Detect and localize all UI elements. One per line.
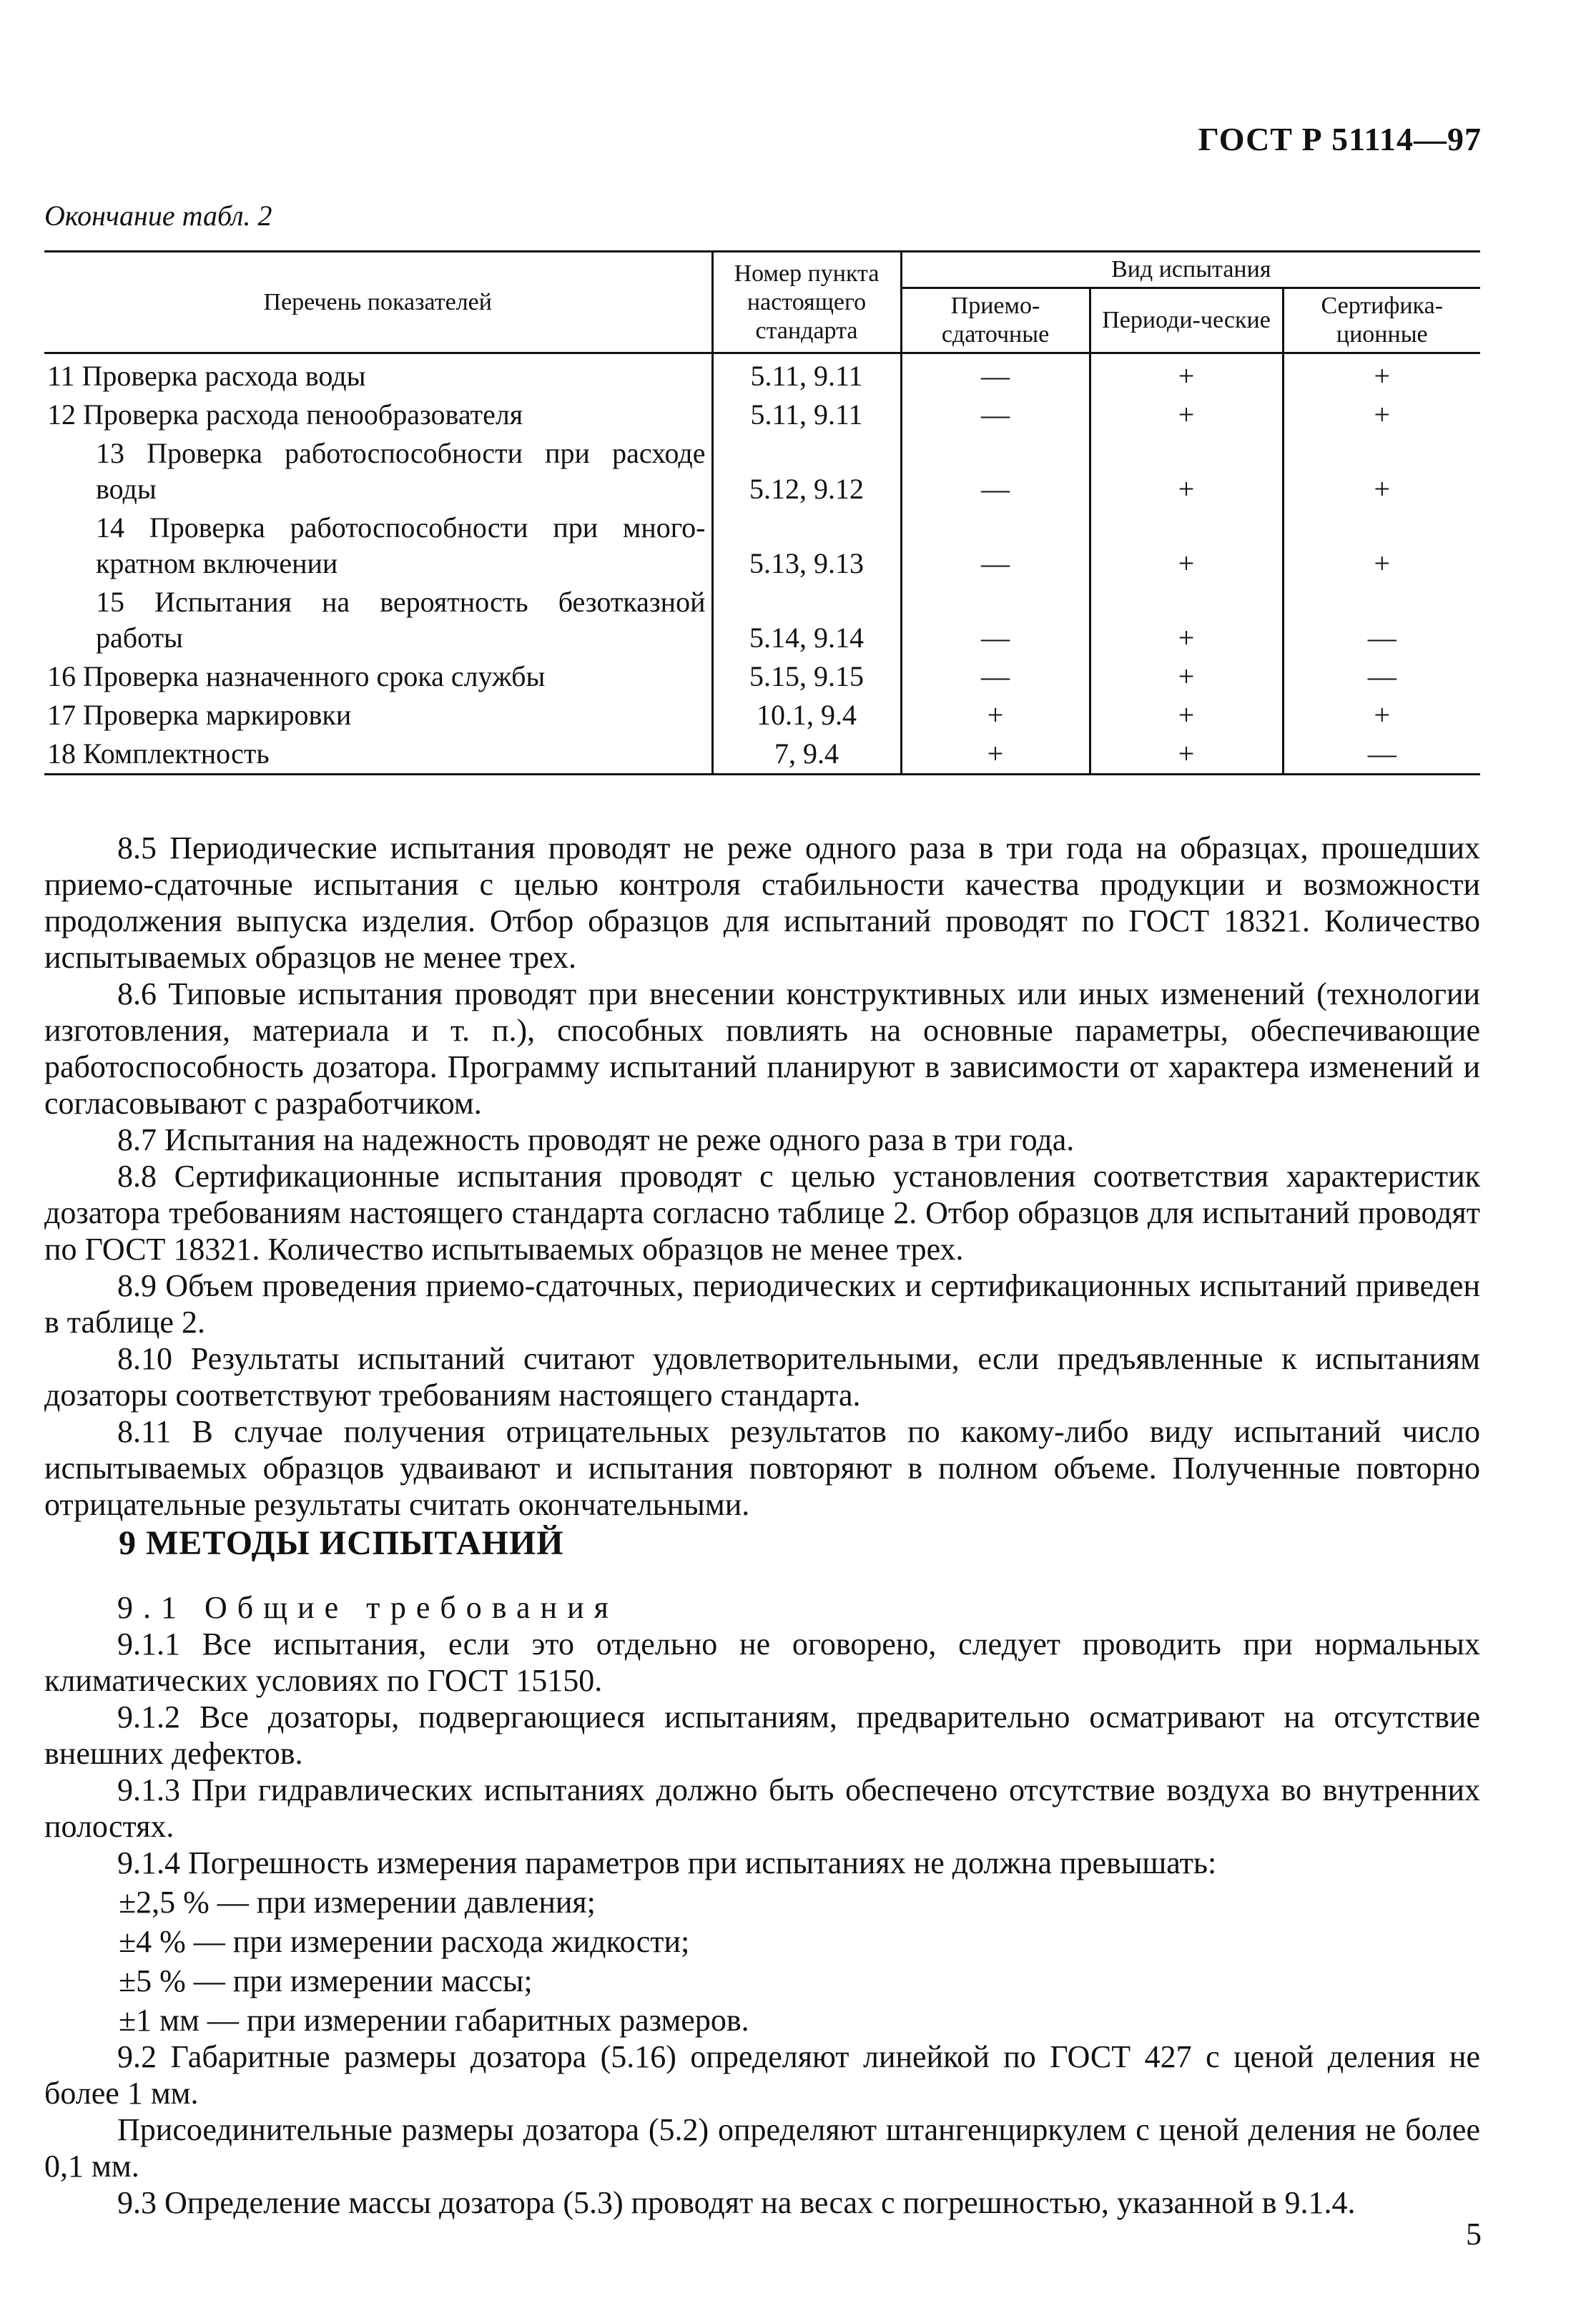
table-row — [44, 696, 1480, 735]
table-row — [44, 735, 1480, 775]
paragraph-8-9: 8.9 Объем проведения приемо-сдаточных, периодических и сертификационных испытаний приведен в таблице 2. — [44, 1268, 1480, 1340]
row-clause: 10.1, 9.4 — [712, 696, 901, 735]
table-row — [44, 583, 1480, 657]
table-row — [44, 509, 1480, 583]
row-clause: 5.13, 9.13 — [712, 509, 901, 583]
row-periodic: + — [1090, 735, 1283, 775]
row-acceptance: + — [901, 735, 1090, 775]
paragraph-9-1-3: 9.1.3 При гидравлических испытаниях должно быть обеспечено отсутствие воздуха во внутренних полостях. — [44, 1772, 1480, 1844]
row-name — [44, 509, 712, 583]
tolerance-pressure: ±2,5 % — при измерении давления; — [119, 1885, 596, 1920]
paragraph-9-1 — [44, 1589, 1480, 1626]
row-clause: 7, 9.4 — [712, 735, 901, 775]
page-number: 5 — [1466, 2217, 1482, 2252]
row-clause: 5.11, 9.11 — [712, 353, 901, 396]
row-acceptance: — — [901, 434, 1090, 509]
row-certification: + — [1283, 434, 1480, 509]
row-periodic: + — [1090, 353, 1283, 396]
table-row — [44, 353, 1480, 396]
standard-header: ГОСТ Р 51114—97 — [1198, 121, 1482, 157]
tolerance-dimensions: ±1 мм — при измерении габаритных размеров. — [119, 2003, 749, 2038]
row-certification: + — [1283, 509, 1480, 583]
table-caption: Окончание табл. 2 — [44, 200, 272, 232]
col-periodic: Периоди-ческие — [1090, 288, 1283, 353]
row-periodic: + — [1090, 509, 1283, 583]
paragraph-9-3: 9.3 Определение массы дозатора (5.3) проводят на весах с погрешностью, указанной в 9.1.4. — [117, 2185, 1356, 2220]
row-clause: 5.11, 9.11 — [712, 396, 901, 434]
row-name-text: 13 Проверка работоспособности при расходе воды — [96, 437, 706, 505]
paragraph-9-1-2: 9.1.2 Все дозаторы, подвергающиеся испытаниям, предварительно осматривают на отсутствие внешних дефектов. — [44, 1699, 1480, 1771]
row-name: 17 Проверка маркировки — [44, 696, 712, 735]
col-certification: Сертифика-ционные — [1283, 288, 1480, 353]
table-row — [44, 657, 1480, 696]
row-acceptance: — — [901, 583, 1090, 657]
row-acceptance: — — [901, 509, 1090, 583]
row-name: 18 Комплектность — [44, 735, 712, 775]
row-acceptance: — — [901, 353, 1090, 396]
row-certification: + — [1283, 353, 1480, 396]
row-name — [44, 583, 712, 657]
row-acceptance: + — [901, 696, 1090, 735]
col-acceptance: Приемо-сдаточные — [901, 288, 1090, 353]
row-name: 12 Проверка расхода пенообразователя — [44, 396, 712, 434]
table-row — [44, 396, 1480, 434]
paragraph-8-10: 8.10 Результаты испытаний считают удовлетворительными, если предъявленные к испытаниям дозаторы соответствуют требованиям настоящего стандарта. — [44, 1341, 1480, 1413]
section-9-text — [44, 1589, 1480, 2221]
paragraph-8-5: 8.5 Периодические испытания проводят не реже одного раза в три года на образцах, прошедших приемо-сдаточные испытания с целью контроля стабильности качества продукции и возможности продолжения выпуска изделия. Отбор образцов для испытаний проводят по ГОСТ 18321. Количество испытываемых образцов не менее трех. — [44, 830, 1480, 975]
row-name: 16 Проверка назначенного срока службы — [44, 657, 712, 696]
tolerance-mass: ±5 % — при измерении массы; — [119, 1963, 533, 1998]
col-test-kind: Вид испытания — [901, 252, 1480, 288]
section-8-text — [44, 830, 1480, 1523]
paragraph-9-1-1: 9.1.1 Все испытания, если это отдельно не оговорено, следует проводить при нормальных климатических условиях по ГОСТ 15150. — [44, 1626, 1480, 1698]
paragraph-8-7: 8.7 Испытания на надежность проводят не реже одного раза в три года. — [117, 1122, 1075, 1157]
row-certification: + — [1283, 396, 1480, 434]
row-name-text: 14 Проверка работоспособности при много-кратном включении — [96, 511, 706, 579]
paragraph-9-2: 9.2 Габаритные размеры дозатора (5.16) определяют линейкой по ГОСТ 427 с ценой деления не более 1 мм. — [44, 2039, 1480, 2111]
paragraph-9-2-b: Присоединительные размеры дозатора (5.2) определяют штангенциркулем с ценой деления не более 0,1 мм. — [44, 2112, 1480, 2184]
row-certification: + — [1283, 696, 1480, 735]
paragraph-8-8: 8.8 Сертификационные испытания проводят с целью установления соответствия характеристик дозатора требованиям настоящего стандарта согласно таблице 2. Отбор образцов для испытаний проводят по ГОСТ 18321. Количество испытываемых образцов не менее трех. — [44, 1159, 1480, 1267]
row-clause: 5.12, 9.12 — [712, 434, 901, 509]
row-certification: — — [1283, 583, 1480, 657]
table-row — [44, 434, 1480, 509]
row-periodic: + — [1090, 657, 1283, 696]
paragraph-8-6: 8.6 Типовые испытания проводят при внесении конструктивных или иных изменений (технологии изготовления, материала и т. п.), способных повлиять на основные параметры, обеспечивающие работоспособность дозатора. Программу испытаний планируют в зависимости от характера изменений и согласовывают с разработчиком. — [44, 976, 1480, 1121]
row-acceptance: — — [901, 657, 1090, 696]
row-periodic: + — [1090, 696, 1283, 735]
row-periodic: + — [1090, 396, 1283, 434]
paragraph-9-1-text: 9.1 Общие требования — [117, 1590, 619, 1625]
row-certification: — — [1283, 735, 1480, 775]
col-clause: Номер пункта настоящего стандарта — [712, 252, 901, 353]
row-acceptance: — — [901, 396, 1090, 434]
row-periodic: + — [1090, 583, 1283, 657]
table-2 — [44, 250, 1480, 775]
row-name-text: 15 Испытания на вероятность безотказной работы — [96, 586, 706, 654]
row-certification: — — [1283, 657, 1480, 696]
row-name — [44, 434, 712, 509]
row-clause: 5.15, 9.15 — [712, 657, 901, 696]
paragraph-9-1-4: 9.1.4 Погрешность измерения параметров при испытаниях не должна превышать: — [117, 1845, 1217, 1880]
row-periodic: + — [1090, 434, 1283, 509]
tolerance-flow: ±4 % — при измерении расхода жидкости; — [119, 1924, 690, 1959]
row-clause: 5.14, 9.14 — [712, 583, 901, 657]
col-indicators: Перечень показателей — [44, 252, 712, 353]
row-name: 11 Проверка расхода воды — [44, 353, 712, 396]
section-9-heading: 9 МЕТОДЫ ИСПЫТАНИЙ — [119, 1524, 564, 1562]
paragraph-8-11: 8.11 В случае получения отрицательных результатов по какому-либо виду испытаний число испытываемых образцов удваивают и испытания повторяют в полном объеме. Полученные повторно отрицательные результаты считать окончательными. — [44, 1414, 1480, 1522]
